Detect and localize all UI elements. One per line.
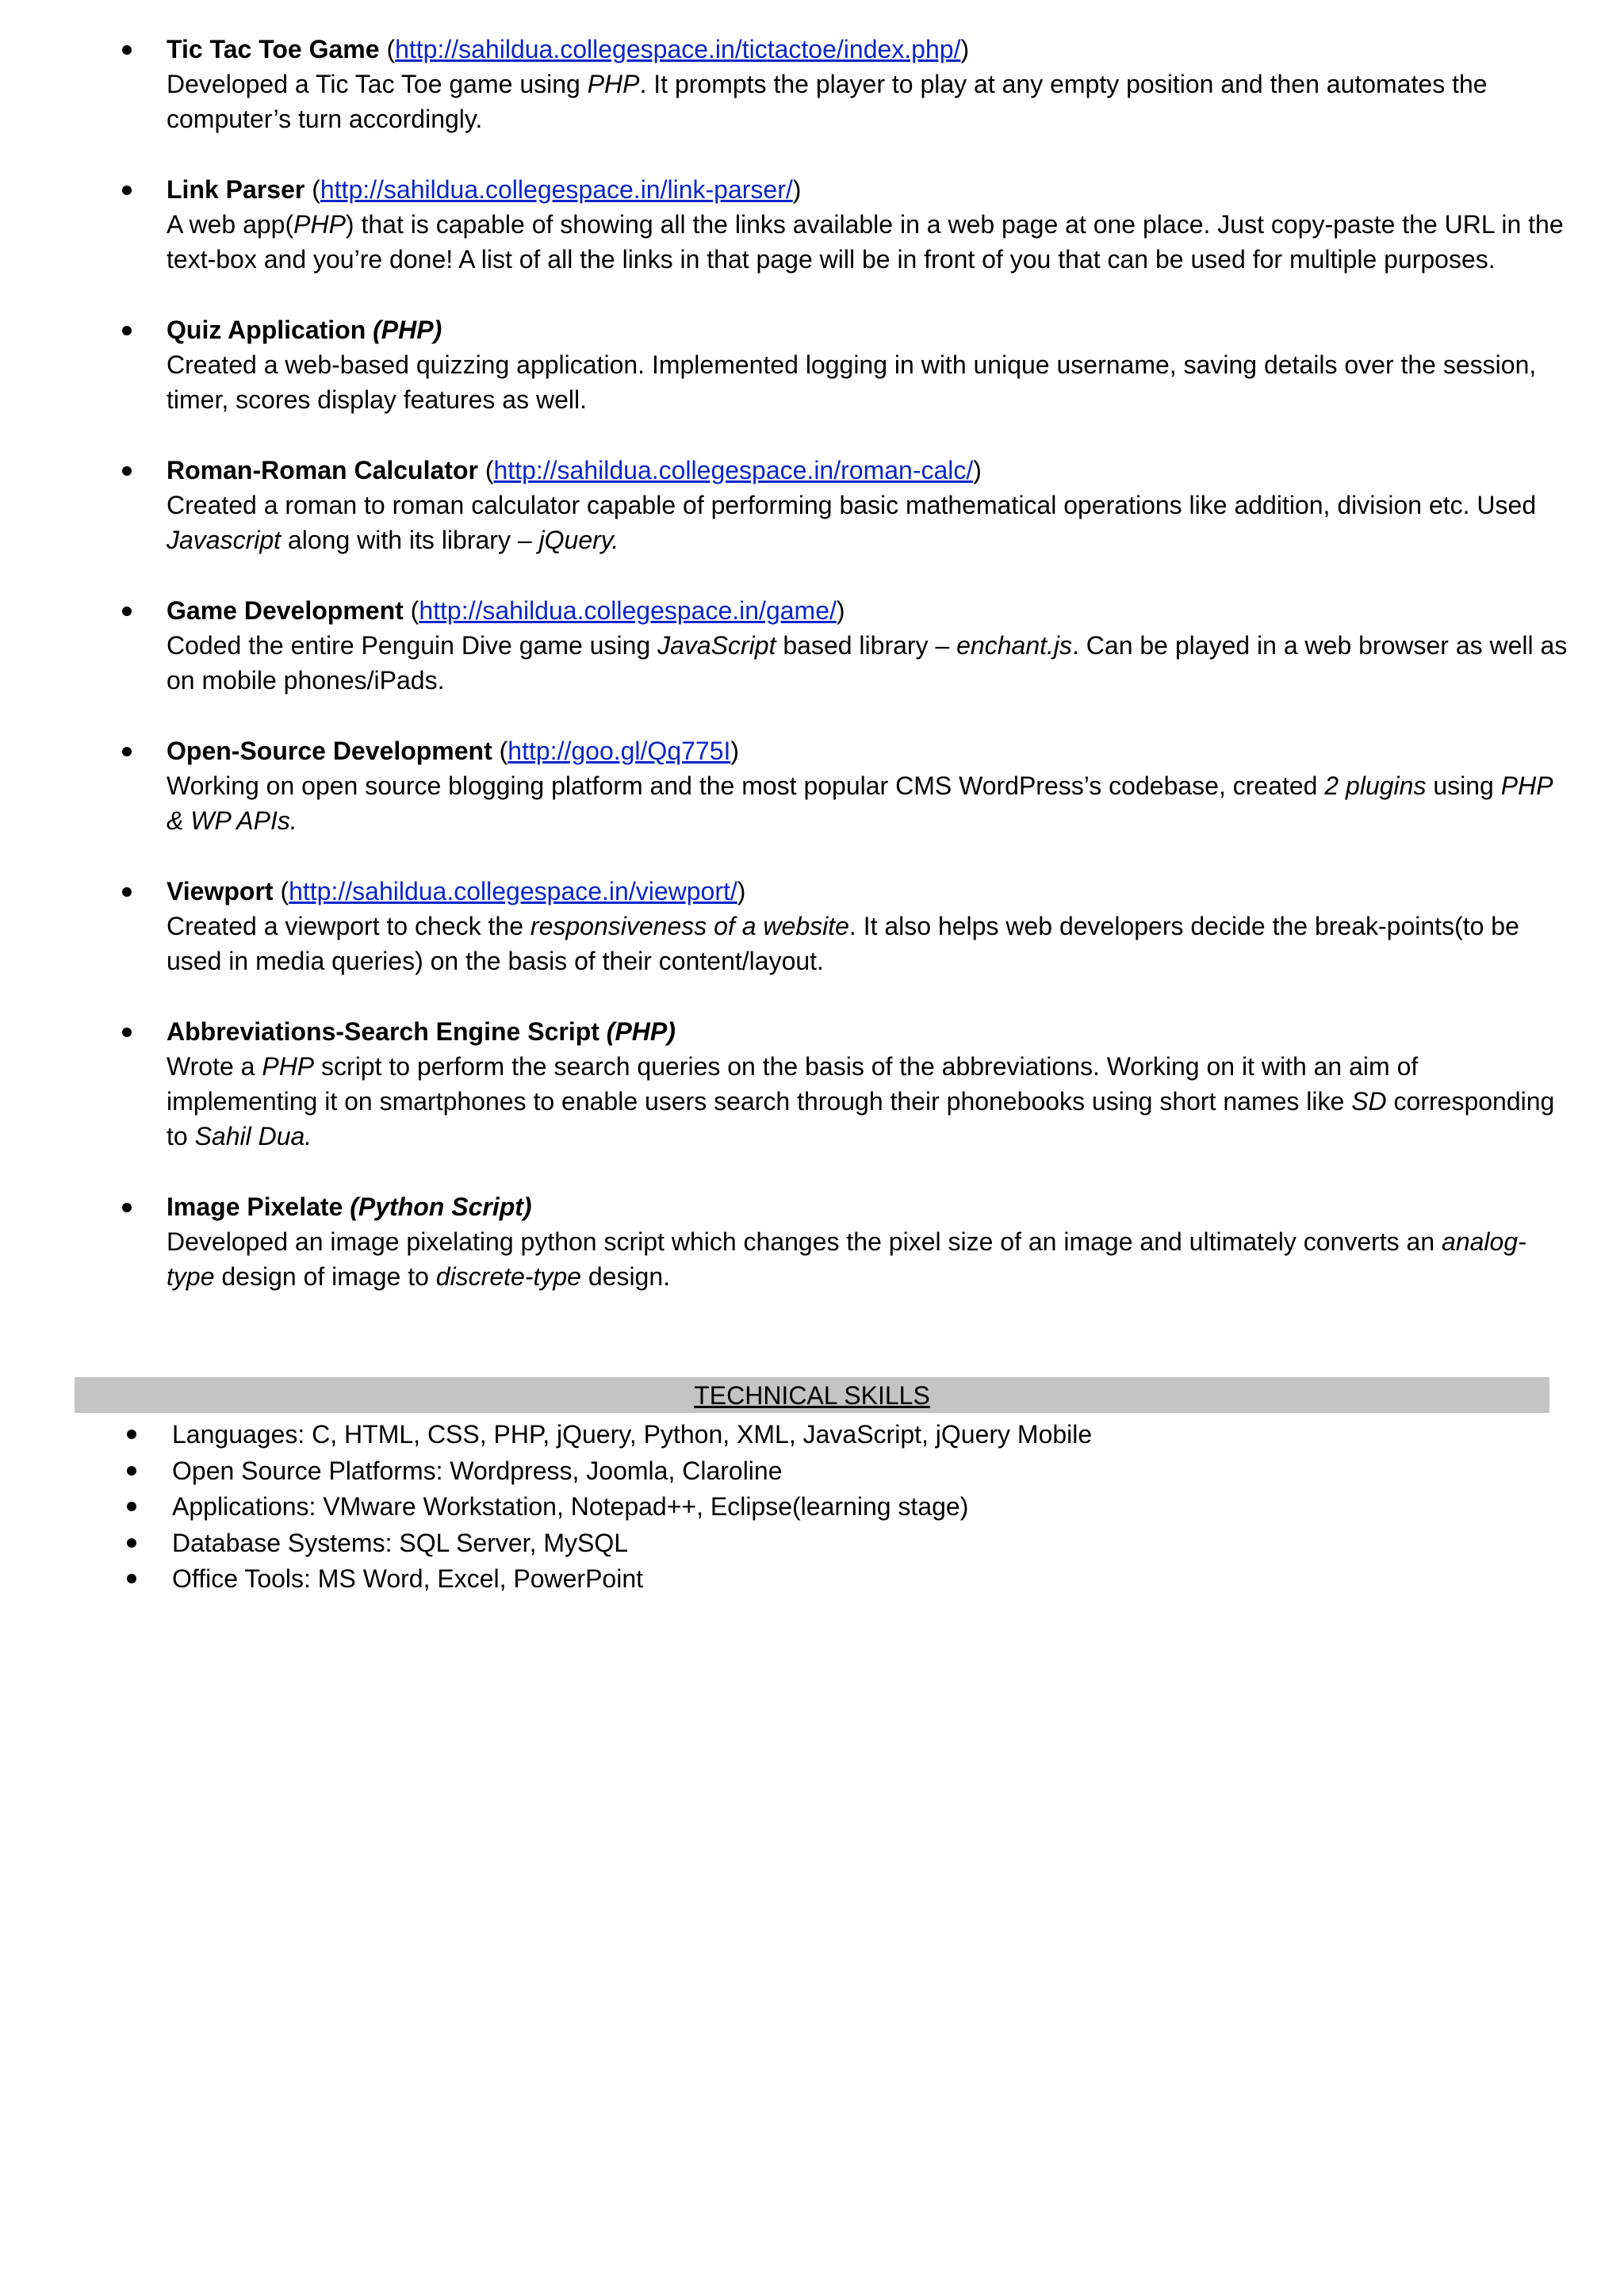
bullet-icon — [122, 186, 132, 195]
skill-item — [127, 1489, 1092, 1525]
project-item — [117, 874, 1568, 978]
bullet-icon — [127, 1574, 136, 1583]
paren-close: ) — [973, 456, 982, 484]
project-item — [117, 32, 1568, 136]
description-segment: 2 plugins — [1324, 771, 1427, 800]
project-description — [167, 67, 1568, 136]
skill-text: Office Tools: MS Word, Excel, PowerPoint — [172, 1564, 644, 1593]
description-segment: Working on open source blogging platform and the most popular CMS WordPress’s codebase, created — [167, 771, 1325, 800]
project-link[interactable]: http://sahildua.collegespace.in/link-parser/ — [320, 175, 793, 204]
project-item — [117, 312, 1568, 417]
skill-text: Open Source Platforms: Wordpress, Joomla, Claroline — [172, 1456, 783, 1485]
description-segment: A web app( — [167, 210, 294, 239]
skill-text: Applications: VMware Workstation, Notepad++, Eclipse(learning stage) — [172, 1492, 969, 1521]
bullet-icon — [122, 607, 132, 616]
project-link[interactable]: http://goo.gl/Qq775I — [508, 737, 731, 765]
project-title: Abbreviations-Search Engine Script — [167, 1017, 599, 1046]
bullet-icon — [127, 1430, 136, 1439]
project-item — [117, 1014, 1568, 1154]
description-segment: discrete-type — [435, 1262, 581, 1291]
project-link[interactable]: http://sahildua.collegespace.in/viewport/ — [289, 877, 737, 905]
description-segment: ) that is capable of showing all the links available in a web page at one place. Just copy-paste the URL in the text-box and you’re done! A list of all the links in that page will be in front of you that can be used for multiple purposes. — [167, 210, 1564, 274]
description-segment: . It prompts the player to play at any empty position and then automates the computer’s turn accordingly. — [167, 70, 1488, 133]
project-item — [117, 1189, 1568, 1294]
bullet-icon — [127, 1502, 136, 1511]
project-title: Link Parser — [167, 175, 305, 204]
paren-open: ( — [492, 737, 508, 765]
skill-item — [127, 1417, 1092, 1453]
description-segment: Wrote a — [167, 1052, 262, 1081]
project-title: Image Pixelate — [167, 1192, 343, 1221]
paren-open: ( — [304, 175, 320, 204]
skills-list — [127, 1417, 1092, 1598]
description-segment: PHP — [293, 210, 346, 239]
description-segment: Created a web-based quizzing application. Implemented logging in with unique username, saving details over the session, timer, scores display features as well. — [167, 350, 1537, 414]
project-description — [167, 768, 1568, 838]
description-segment: enchant.js — [956, 631, 1072, 660]
description-segment: design. — [580, 1262, 671, 1291]
description-segment: corresponding to — [167, 1087, 1555, 1150]
project-title: Quiz Application — [167, 316, 366, 344]
description-segment: PHP & WP APIs. — [167, 771, 1553, 835]
paren-open: ( — [273, 877, 289, 905]
project-item — [117, 172, 1568, 277]
description-segment: JavaScript — [657, 631, 776, 660]
bullet-icon — [127, 1538, 136, 1548]
project-description — [167, 488, 1568, 557]
technical-skills-heading: TECHNICAL SKILLS — [694, 1381, 930, 1410]
project-description — [167, 1049, 1568, 1154]
bullet-icon — [122, 747, 132, 756]
description-segment: design of image to — [214, 1262, 436, 1291]
project-item — [117, 733, 1568, 838]
description-segment: analog-type — [167, 1227, 1526, 1291]
project-link[interactable]: http://sahildua.collegespace.in/game/ — [419, 596, 837, 625]
project-description — [167, 909, 1568, 978]
description-segment: . Can be played in a web browser as well as on mobile phones/iPads. — [167, 631, 1568, 695]
description-segment: Created a roman to roman calculator capable of performing basic mathematical operations like addition, division etc. Used — [167, 491, 1537, 519]
projects-list — [117, 32, 1568, 1330]
description-segment: script to perform the search queries on the basis of the abbreviations. Working on it with an aim of implementing it on smartphones to enable users search through their phonebooks using short names like — [167, 1052, 1419, 1116]
project-title: Open-Source Development — [167, 737, 492, 765]
description-segment: Sahil Dua. — [194, 1122, 312, 1150]
description-segment: using — [1426, 771, 1501, 800]
description-segment: jQuery. — [538, 526, 619, 554]
description-segment: Javascript — [167, 526, 282, 554]
project-link[interactable]: http://sahildua.collegespace.in/roman-calc/ — [493, 456, 974, 484]
paren-open: ( — [403, 596, 419, 625]
description-segment: responsiveness of a website — [530, 912, 849, 940]
description-segment: based library – — [776, 631, 957, 660]
paren-open: ( — [379, 35, 396, 63]
skill-item — [127, 1561, 1092, 1598]
project-tech: (Python Script) — [343, 1192, 532, 1221]
paren-close: ) — [836, 596, 845, 625]
paren-close: ) — [730, 737, 740, 765]
paren-close: ) — [792, 175, 802, 204]
project-description — [167, 628, 1568, 698]
project-title: Viewport — [167, 877, 274, 905]
project-title: Tic Tac Toe Game — [167, 35, 380, 63]
project-item — [117, 593, 1568, 698]
description-segment: Developed a Tic Tac Toe game using — [167, 70, 588, 98]
description-segment: Developed an image pixelating python script which changes the pixel size of an image and ultimately converts an — [167, 1227, 1442, 1256]
paren-close: ) — [960, 35, 970, 63]
skill-text: Database Systems: SQL Server, MySQL — [172, 1528, 629, 1557]
description-segment: . It also helps web developers decide the break-points(to be used in media queries) on the basis of their content/layout. — [167, 912, 1519, 975]
project-description — [167, 347, 1568, 417]
paren-close: ) — [737, 877, 746, 905]
description-segment: along with its library – — [281, 526, 539, 554]
project-tech: (PHP) — [366, 316, 442, 344]
bullet-icon — [122, 887, 132, 897]
skill-item — [127, 1453, 1092, 1490]
bullet-icon — [122, 45, 132, 55]
project-title: Roman-Roman Calculator — [167, 456, 478, 484]
bullet-icon — [122, 466, 132, 476]
technical-skills-header — [75, 1377, 1549, 1413]
skill-text: Languages: C, HTML, CSS, PHP, jQuery, Python, XML, JavaScript, jQuery Mobile — [172, 1420, 1093, 1449]
project-tech: (PHP) — [599, 1017, 676, 1046]
project-description — [167, 1224, 1568, 1294]
bullet-icon — [122, 1203, 132, 1212]
paren-open: ( — [477, 456, 494, 484]
description-segment: Created a viewport to check the — [167, 912, 530, 940]
skill-item — [127, 1525, 1092, 1562]
bullet-icon — [127, 1466, 136, 1476]
project-item — [117, 453, 1568, 557]
bullet-icon — [122, 1028, 132, 1037]
description-segment: Coded the entire Penguin Dive game using — [167, 631, 658, 660]
description-segment: PHP — [262, 1052, 315, 1081]
project-link[interactable]: http://sahildua.collegespace.in/tictactoe/index.php/ — [395, 35, 961, 63]
project-title: Game Development — [167, 596, 404, 625]
description-segment: SD — [1351, 1087, 1387, 1116]
project-description — [167, 207, 1568, 277]
description-segment: PHP — [587, 70, 640, 98]
bullet-icon — [122, 326, 132, 335]
